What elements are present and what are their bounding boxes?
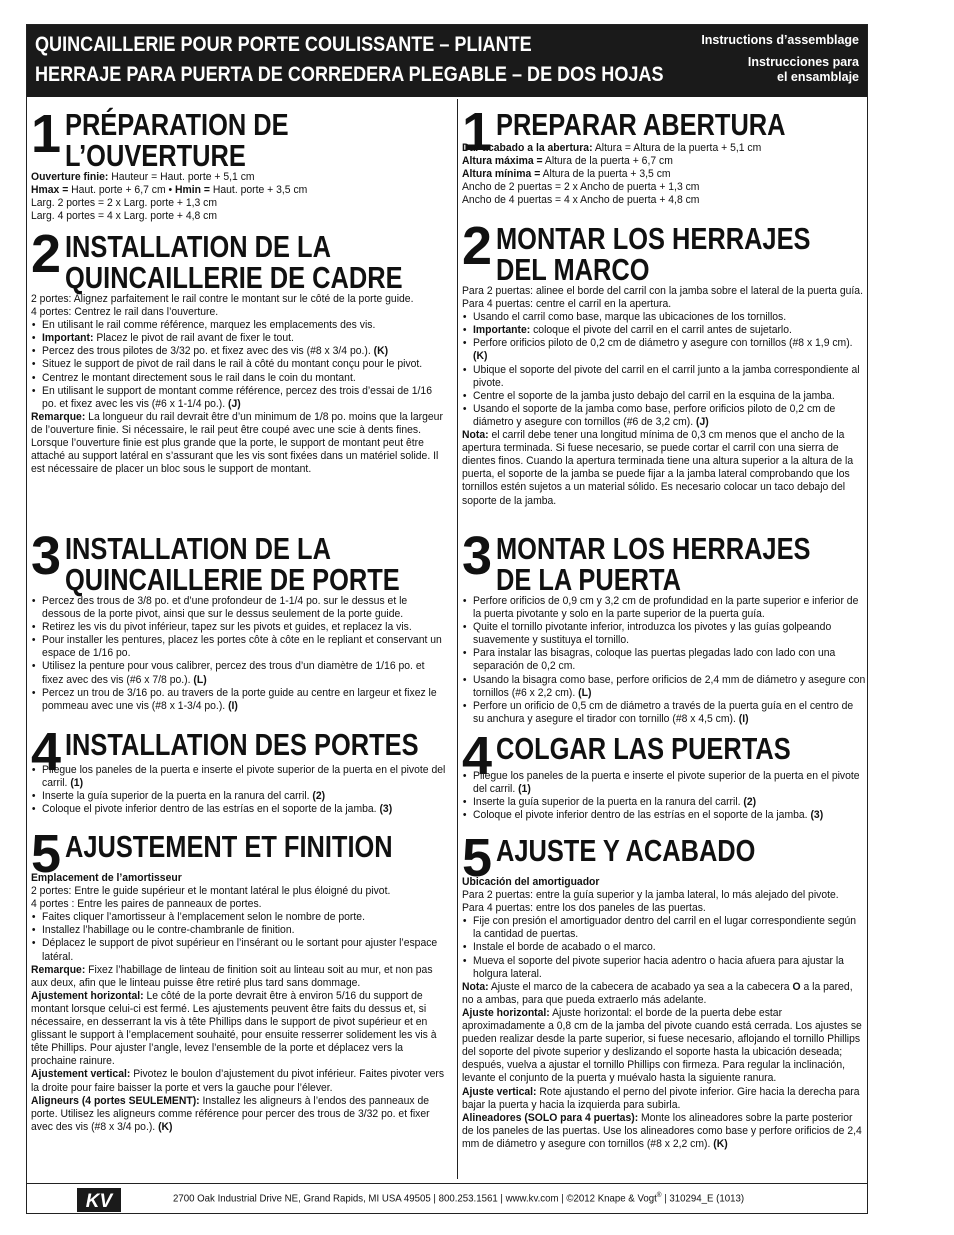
section-title-line: MONTAR LOS HERRAJES bbox=[496, 531, 811, 566]
section-heading bbox=[31, 224, 447, 295]
section-heading bbox=[31, 104, 447, 173]
list-item: • Faites cliquer l’amortisseur à l’emplacement selon le nombre de porte. bbox=[31, 911, 446, 924]
section-title-line: QUINCAILLERIE DE PORTE bbox=[65, 562, 400, 597]
list-item: • Percez un trou de 3/16 po. au travers de la porte guide au centre en largeur et fixez le pommeau avec une vis (#8 x 1-3/4 po.). (I) bbox=[31, 687, 446, 713]
list-item: • Pour installer les pentures, placez les portes côte à côte en le repliant et conservant un espace de 1/16 po. bbox=[31, 634, 446, 660]
section-title-line: AJUSTE Y ACABADO bbox=[496, 833, 756, 868]
section-body bbox=[462, 595, 866, 726]
fr-section-4 bbox=[31, 722, 447, 816]
section-title-line: INSTALLATION DES PORTES bbox=[65, 727, 419, 762]
list-item: • Ubique el soporte del pivote del carril en el carril junto a la jamba correspondiente al pivote. bbox=[462, 364, 866, 390]
subtitle-french: Instructions d’assemblage bbox=[701, 33, 859, 47]
step-number: 2 bbox=[31, 224, 60, 284]
svg-text:KV: KV bbox=[85, 1191, 113, 1212]
title-spanish: HERRAJE PARA PUERTA DE CORREDERA PLEGABLE – DE DOS HOJAS bbox=[35, 63, 664, 86]
title-french: QUINCAILLERIE POUR PORTE COULISSANTE – PLIANTE bbox=[35, 33, 532, 56]
kv-logo bbox=[77, 1188, 121, 1212]
section-title-line: DE LA PUERTA bbox=[496, 562, 682, 597]
content-columns bbox=[27, 99, 867, 1179]
subtitle-spanish: Instrucciones para el ensamblaje bbox=[747, 55, 859, 84]
instruction-sheet bbox=[26, 24, 868, 1214]
section-title-line: DEL MARCO bbox=[496, 252, 650, 287]
list-item: • Installez l’habillage ou le contre-chambranle de finition. bbox=[31, 924, 446, 937]
list-item: • Inserte la guía superior de la puerta en la ranura del carril. (2) bbox=[31, 790, 446, 803]
spanish-column bbox=[457, 99, 867, 1179]
section-heading bbox=[462, 828, 867, 888]
section-title-line: AJUSTEMENT ET FINITION bbox=[65, 829, 393, 864]
list-item: • Situez le support de pivot de rail dans le rail à côté du montant conçu pour le pivot. bbox=[31, 358, 446, 371]
list-item: • Perfore orificios de 0,9 cm y 3,2 cm de profundidad en la parte superior e inferior de la puerta pivotante y solo en la parte superior de la puerta guía. bbox=[462, 595, 866, 621]
section-body: 2 portes: Alignez parfaitement le rail contre le montant sur le côté de la porte guide. 4 portes: Centrez le rail dans l’ouverture. • En utilisant le rail comme référence, marquez les emplacements des vis. • Important: Placez le pivot de rail avant de fixer le tout. • Percez des trous pilotes de 3/32 po. et fixez avec des vis (#8 x 3/4 po.). (K) • Situez le support de pivot de rail dans le rail à côté du montant conçu pour le pivot. • Centrez le montant directement sous le rail dans le coin du montant. • En utilisant le support de montant comme référence, percez des trois d’essai de 1/16 po. et fixez avec les vis (#6 x 1-1/4 po.). (J) Remarque: La longueur du rail devrait être d’un minimum de 1/8 po. moins que la largeur de l’ouverture finie. Si nécessaire, le rail peut être coupé avec une scie à dents fines. Lorsque l’ouverture finie est plus grande que la porte, le support de montant peut être attaché au support latéral en s’assurant que les vis sont fixées dans un matériel solide. Il est nécessaire de placer un bloc sous le support de montant. bbox=[31, 293, 446, 476]
list-item: • Coloque el pivote inferior dentro de las estrías en el soporte de la jamba. (3) bbox=[31, 803, 446, 816]
section-body: Ubicación del amortiguador Para 2 puertas: entre la guía superior y la jamba lateral, lo más alejado del pivote. Para 4 puertas: entre los dos paneles de las puertas. • Fije con presión el amortiguador dentro del carril en el lugar correspondiente según la cantidad de puertas. • Instale el borde de acabado o el marco. • Mueva el soporte del pivote superior hacia adentro o hacia afuera para ajustar la holgura lateral. Nota: Ajuste el marco de la cabecera de acabado ya sea a la cabecera O a la pared, no a ambas, para que pueda extraerlo más adelante. Ajuste horizontal: Ajuste horizontal: el borde de la puerta debe estar aproximadamente a 0,8 cm de la jamba del pivote cuando está cerrada. Los ajustes se pueden realizar desde la parte superior, si fuese necesario, aflojando el tornillo Phillips del soporte del pivote superior y deslizando el soporte hasta la ubicación deseada; después, vuelva a ajustar el tornillo Phillips con firmeza. Para regular la inclinación, levante el conjunto de la puerta y muévalo hasta la siguiente ranura. Ajuste vertical: Rote ajustando el perno del pivote inferior. Gire hacia la derecha para bajar la puerta y hacia la izquierda para subirla. Alineadores (SOLO para 4 puertas): Monte los alineadores sobre la parte posterior de los paneles de las puertas. Use los alineadores como base y perfore orificios de 2,4 mm de diámetro y asegure con tornillos (#8 x 2,2 cm). (K) bbox=[462, 876, 866, 1151]
list-item: • Perfore un orificio de 0,5 cm de diámetro a través de la puerta guía en el centro de su anchura y asegure el tirador con tornillo (#8 x 4,5 cm). (I) bbox=[462, 700, 866, 726]
fr-section-2 bbox=[31, 224, 447, 476]
section-heading bbox=[462, 526, 867, 597]
step-number: 3 bbox=[31, 526, 60, 586]
footer bbox=[27, 1183, 867, 1214]
es-section-3 bbox=[462, 526, 867, 726]
section-body: Ouverture finie: Hauteur = Haut. porte + 5,1 cm Hmax = Haut. porte + 6,7 cm • Hmin = Haut. porte + 3,5 cm Larg. 2 portes = 2 x Larg. porte + 1,3 cm Larg. 4 portes = 4 x Larg. porte + 4,8 cm bbox=[31, 171, 308, 223]
step-number: 4 bbox=[462, 726, 491, 786]
step-number: 2 bbox=[462, 216, 491, 276]
list-item: • Quite el tornillo pivotante inferior, introduzca los pivotes y las guías golpeando suavemente y sustituya el tornillo. bbox=[462, 621, 866, 647]
list-item: • Usando la bisagra como base, perfore orificios de 2,4 mm de diámetro y asegure con tornillos (#6 x 2,2 cm). (L) bbox=[462, 674, 866, 700]
step-number: 1 bbox=[462, 102, 491, 162]
list-item: • Percez des trous de 3/8 po. et d’une profondeur de 1-1/4 po. sur le dessus et le dessous de la porte pivot, ainsi que sur le dessus seulement de la porte guide. bbox=[31, 595, 446, 621]
list-item: • Instale el borde de acabado o el marco. bbox=[462, 941, 866, 954]
list-item: • Important: Placez le pivot de rail avant de fixer le tout. bbox=[31, 332, 446, 345]
section-title-line: COLGAR LAS PUERTAS bbox=[496, 731, 791, 766]
list-item: • Importante: coloque el pivote del carril en el carril antes de sujetarlo. bbox=[462, 324, 866, 337]
list-item: • Mueva el soporte del pivote superior hacia adentro o hacia afuera para ajustar la holgura lateral. bbox=[462, 955, 866, 981]
list-item: • Usando el carril como base, marque las ubicaciones de los tornillos. bbox=[462, 311, 866, 324]
section-body: Dar acabado a la abertura: Altura = Altura de la puerta + 5,1 cm Altura máxima = Altura de la puerta + 6,7 cm Altura mínima = Altura de la puerta + 3,5 cm Ancho de 2 puertas = 2 x Ancho de puerta + 1,3 cm Ancho de 4 puertas = 4 x Ancho de puerta + 4,8 cm bbox=[462, 142, 762, 207]
es-section-5 bbox=[462, 828, 867, 1151]
list-item: • Centrez le montant directement sous le rail dans le coin du montant. bbox=[31, 372, 446, 385]
fr-section-3 bbox=[31, 526, 447, 713]
step-number: 3 bbox=[462, 526, 491, 586]
section-title-line: PRÉPARATION DE bbox=[65, 107, 289, 142]
list-item: • Fije con presión el amortiguador dentro del carril en el lugar correspondiente según la cantidad de puertas. bbox=[462, 915, 866, 941]
es-section-2 bbox=[462, 216, 867, 508]
list-item: • Utilisez la penture pour vous calibrer, percez des trous d’un diamètre de 1/16 po. et fixez avec des vis (#6 x 7/8 po.). (L) bbox=[31, 660, 446, 686]
fr-section-1 bbox=[31, 104, 447, 223]
section-heading bbox=[462, 102, 867, 162]
list-item: • Para instalar las bisagras, coloque las puertas plegadas lado con lado con una separación de 0,2 cm. bbox=[462, 647, 866, 673]
list-item: • Usando el soporte de la jamba como base, perfore orificios piloto de 0,2 cm de diámetro y asegure con tornillos (#6 de 3,2 cm). (J) bbox=[462, 403, 866, 429]
section-body bbox=[462, 770, 866, 822]
list-item: • Pliegue los paneles de la puerta e inserte el pivote superior de la puerta en el pivote del carril. (1) bbox=[31, 764, 446, 790]
section-body: Para 2 puertas: alinee el borde del carril con la jamba sobre el lateral de la puerta guía. Para 4 puertas: centre el carril en la apertura. • Usando el carril como base, marque las ubicaciones de los tornillos. • Importante: coloque el pivote del carril en el carril antes de sujetarlo. • Perfore orificios piloto de 0,2 cm de diámetro y asegure con tornillos (#8 x 1,9 cm). (K) • Ubique el soporte del pivote del carril en el carril junto a la jamba correspondiente al pivote. • Centre el soporte de la jamba justo debajo del carril en la esquina de la jamba. • Usando el soporte de la jamba como base, perfore orificios piloto de 0,2 cm de diámetro y asegure con tornillos (#6 de 3,2 cm). (J) Nota: el carril debe tener una longitud mínima de 0,3 cm menos que el ancho de la apertura terminada. Si fuese necesario, se puede cortar el carril con una sierra de dientes finos. Cuando la apertura terminada tiene una altura superior a la altura de la puerta, el soporte de la jamba se puede fijar a la jamba lateral comprobando que los tornillos estén sujetos a un material sólido. Es necesario colocar un taco debajo del soporte de la jamba. bbox=[462, 285, 866, 508]
section-title-line: MONTAR LOS HERRAJES bbox=[496, 221, 811, 256]
header-banner bbox=[27, 25, 867, 97]
section-title-line: INSTALLATION DE LA bbox=[65, 531, 331, 566]
es-section-1 bbox=[462, 102, 867, 207]
section-title-line: L’OUVERTURE bbox=[65, 138, 246, 173]
section-heading bbox=[462, 216, 867, 287]
list-item: • Déplacez le support de pivot supérieur en l’insérant ou le sortant pour ajuster l’espace latéral. bbox=[31, 937, 446, 963]
section-body: Emplacement de l’amortisseur 2 portes: Entre le guide supérieur et le montant latéral le plus éloigné du pivot. 4 portes : Entre les paires de panneaux de portes. • Faites cliquer l’amortisseur à l’emplacement selon le nombre de porte. • Installez l’habillage ou le contre-chambranle de finition. • Déplacez le support de pivot supérieur en l’insérant ou le sortant pour ajuster l’espace latéral. Remarque: Fixez l’habillage de linteau de finition soit au linteau soit au mur, et non pas aux deux, afin que le linteau puisse être retiré plus tard sans dommage. Ajustement horizontal: Le côté de la porte devrait être à environ 5/16 du support de montant lorsque celui-ci est fermé. Les ajustements peuvent être faits du dessus et, si nécessaire, en desserrant la vis à tête Phillips dans le support de pivot supérieur et en glissant le support à l’emplacement souhaité, pour ensuite resserrer solidement les vis à tête Phillips. Pour ajuster l’angle, levez l’ensemble de la porte et déplacez vers la prochaine rainure. Ajustement vertical: Pivotez le boulon d’ajustement du pivot inférieur. Faites pivoter vers la droite pour faire baisser la porte et vers la gauche pour l’élever. Aligneurs (4 portes SEULEMENT): Installez les aligneurs à l’endos des panneaux de porte. Utilisez les aligneurs comme référence pour percer des trous de 3/32 po. et fixer avec des vis (#8 x 3/4 po.). (K) bbox=[31, 872, 446, 1134]
fr-section-5 bbox=[31, 824, 447, 1134]
step-number: 5 bbox=[31, 824, 60, 884]
step-number: 5 bbox=[462, 828, 491, 888]
list-item: • Coloque el pivote inferior dentro de las estrías en el soporte de la jamba. (3) bbox=[462, 809, 866, 822]
section-title-line: QUINCAILLERIE DE CADRE bbox=[65, 260, 403, 295]
list-item: • Retirez les vis du pivot inférieur, tapez sur les pivots et guides, et replacez la vis. bbox=[31, 621, 446, 634]
list-item: • En utilisant le support de montant comme référence, percez des trois d’essai de 1/16 po. et fixez avec les vis (#6 x 1-1/4 po.). (J) bbox=[31, 385, 446, 411]
list-item: • Percez des trous pilotes de 3/32 po. et fixez avec des vis (#8 x 3/4 po.). (K) bbox=[31, 345, 446, 358]
section-heading bbox=[31, 824, 447, 884]
section-title-line: PREPARAR ABERTURA bbox=[496, 107, 786, 142]
section-title-line: INSTALLATION DE LA bbox=[65, 229, 331, 264]
list-item: • Perfore orificios piloto de 0,2 cm de diámetro y asegure con tornillos (#8 x 1,9 cm). (K) bbox=[462, 337, 866, 363]
section-body bbox=[31, 764, 446, 816]
list-item: • Centre el soporte de la jamba justo debajo del carril en la esquina de la jamba. bbox=[462, 390, 866, 403]
section-heading bbox=[31, 526, 447, 597]
list-item: • Pliegue los paneles de la puerta e inserte el pivote superior de la puerta en el pivote del carril. (1) bbox=[462, 770, 866, 796]
section-body bbox=[31, 595, 446, 713]
step-number: 4 bbox=[31, 722, 60, 782]
footer-address: 2700 Oak Industrial Drive NE, Grand Rapids, MI USA 49505 | 800.253.1561 | www.kv.com | ©2012 Knape & Vogt® | 310294_E (1013) bbox=[173, 1192, 745, 1205]
french-column bbox=[31, 99, 447, 1179]
es-section-4 bbox=[462, 726, 867, 822]
step-number: 1 bbox=[31, 104, 60, 164]
list-item: • En utilisant le rail comme référence, marquez les emplacements des vis. bbox=[31, 319, 446, 332]
list-item: • Inserte la guía superior de la puerta en la ranura del carril. (2) bbox=[462, 796, 866, 809]
